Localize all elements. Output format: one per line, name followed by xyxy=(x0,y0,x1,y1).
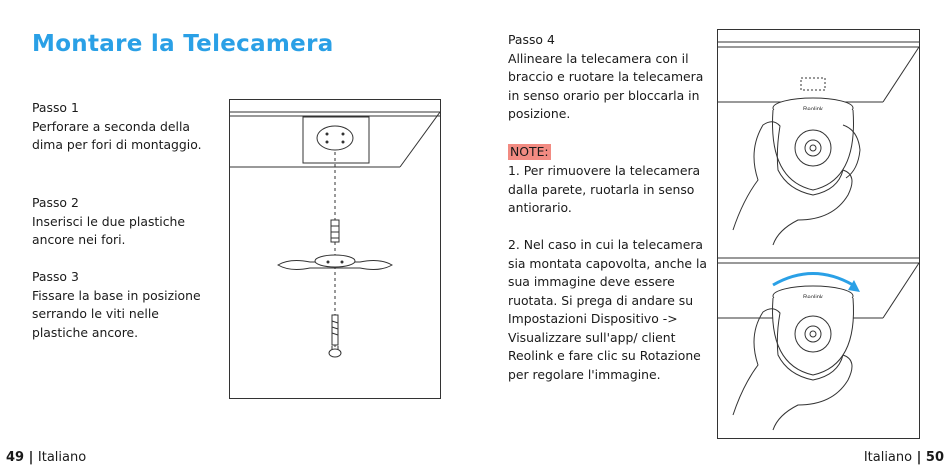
footer-language-right: Italiano xyxy=(863,450,913,465)
step-3 xyxy=(32,268,232,342)
camera-rotation-illustration xyxy=(718,30,919,438)
page-title: Montare la Telecamera xyxy=(32,31,334,57)
footer-right xyxy=(864,450,944,465)
step-1-heading: Passo 1 xyxy=(32,100,79,115)
step-4-heading: Passo 4 xyxy=(508,32,555,47)
step-1-text: Perforare a seconda della dima per fori di montaggio. xyxy=(32,118,202,152)
step-1 xyxy=(32,99,232,155)
footer-separator-left: | xyxy=(28,450,34,465)
note-item-1: 1. Per rimuovere la telecamera dalla parete, ruotarla in senso antiorario. xyxy=(508,163,701,215)
page-number-right: 50 xyxy=(925,450,944,465)
footer-left xyxy=(6,450,86,465)
step-3-text: Fissare la base in posizione serrando le viti nelle plastiche ancore. xyxy=(32,287,201,340)
step-2-heading: Passo 2 xyxy=(32,195,79,210)
page-number-left: 49 xyxy=(6,450,25,465)
note-item-2: 2. Nel caso in cui la telecamera sia montata capovolta, anche la sua immagine deve essere ruotata. Si prega di andare su Impostazioni Dispositivo -> Visualizzare sull'app/ client Reolink e fare clic su Rotazione per regolare l'immagine. xyxy=(508,237,708,382)
mounting-diagram xyxy=(229,99,441,399)
footer-separator-right: | xyxy=(916,450,922,465)
note-label: NOTE: xyxy=(510,144,549,159)
step-4 xyxy=(508,31,713,124)
camera-install-figure xyxy=(717,29,920,439)
footer-language-left: Italiano xyxy=(37,450,87,465)
wall-mount-illustration xyxy=(230,100,440,398)
step-2-text: Inserisci le due plastiche ancore nei fori. xyxy=(32,213,186,247)
step-3-heading: Passo 3 xyxy=(32,269,79,284)
step-2 xyxy=(32,194,232,250)
step-4-text: Allineare la telecamera con il braccio e ruotare la telecamera in senso orario per bloccarla in posizione. xyxy=(508,50,704,121)
